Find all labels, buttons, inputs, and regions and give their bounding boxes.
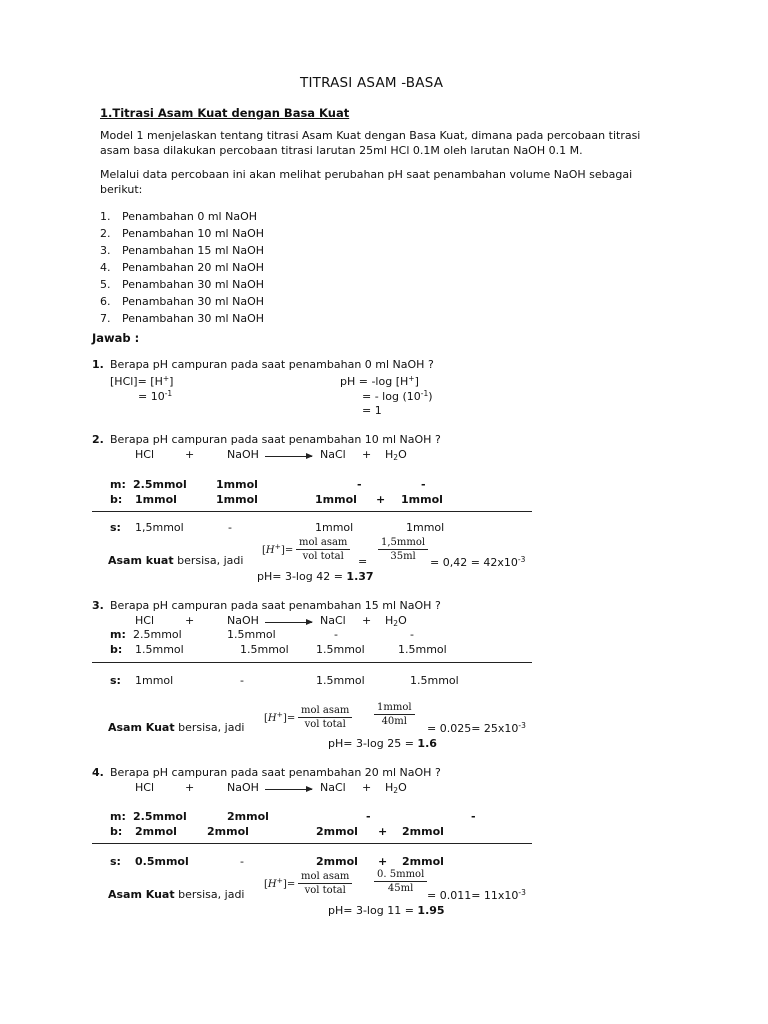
q4-eq-hcl: HCl — [135, 781, 155, 794]
reaction-arrow-icon — [265, 622, 312, 623]
q2-eq-nacl: NaCl — [320, 448, 346, 461]
q4-eq-plus: + — [362, 781, 372, 794]
q2-number: 2. — [92, 433, 104, 446]
q2-s-hcl: 1,5mmol — [135, 521, 184, 534]
q2-eq-hcl: HCl — [135, 448, 155, 461]
q1-ph-line-3: = 1 — [362, 404, 382, 417]
q4-s-label: s: — [110, 855, 121, 868]
q3-eq-nacl: NaCl — [320, 614, 346, 627]
q4-s-plus: + — [378, 855, 388, 868]
q4-m-nacl: - — [366, 810, 371, 823]
q4-s-naoh: - — [240, 855, 244, 868]
list-item-number: 4. — [100, 261, 111, 274]
list-item: Penambahan 30 ml NaOH — [122, 278, 265, 291]
q4-divider — [92, 843, 532, 844]
list-item-number: 5. — [100, 278, 111, 291]
q3-eq-hcl: HCl — [135, 614, 155, 627]
q4-result: = $0.011= 11x10^{-3}$ — [427, 888, 526, 902]
q2-m-hcl: 2.5mmol — [133, 478, 187, 491]
q4-eq-water: $H_2O$ — [385, 781, 407, 795]
q4-fraction-formula: mol asam vol total — [298, 870, 352, 897]
q4-eq-plus: + — [185, 781, 195, 794]
q3-eq-water: $H_2O$ — [385, 614, 407, 628]
intro-line-1: Model 1 menjelaskan tentang titrasi Asam Kuat dengan Basa Kuat, dimana pada percobaan titrasi — [100, 129, 641, 142]
q4-h-plus: [H+]= — [264, 876, 296, 890]
q3-b-nacl: 1.5mmol — [316, 643, 365, 656]
q3-ph: pH= 3-log 25 = 1.6 — [328, 737, 437, 750]
q4-conclusion: Asam Kuat bersisa, jadi — [108, 888, 245, 901]
list-item: Penambahan 0 ml NaOH — [122, 210, 258, 223]
q2-eq-plus: + — [362, 448, 372, 461]
list-item: Penambahan 30 ml NaOH — [122, 312, 265, 325]
q1-number: 1. — [92, 358, 104, 371]
q3-s-naoh: - — [240, 674, 244, 687]
q3-m-label: m: — [110, 628, 126, 641]
jawab-heading: Jawab : — [92, 331, 140, 345]
q3-eq-plus: + — [185, 614, 195, 627]
q4-m-naoh: 2mmol — [227, 810, 269, 823]
q2-s-nacl: 1mmol — [315, 521, 354, 534]
q1-question: Berapa pH campuran pada saat penambahan 0 ml NaOH ? — [110, 358, 434, 371]
q4-eq-naoh: NaOH — [227, 781, 259, 794]
list-item: Penambahan 30 ml NaOH — [122, 295, 265, 308]
q3-number: 3. — [92, 599, 104, 612]
list-item-number: 1. — [100, 210, 111, 223]
q4-b-naoh: 2mmol — [207, 825, 249, 838]
reaction-arrow-icon — [265, 456, 312, 457]
q2-b-water: 1mmol — [401, 493, 443, 506]
q1-ph-line-1: pH = -log [H+] — [340, 374, 419, 388]
q4-b-label: b: — [110, 825, 123, 838]
q4-question: Berapa pH campuran pada saat penambahan 20 ml NaOH ? — [110, 766, 441, 779]
q4-m-label: m: — [110, 810, 126, 823]
q3-question: Berapa pH campuran pada saat penambahan 15 ml NaOH ? — [110, 599, 441, 612]
q2-b-hcl: 1mmol — [135, 493, 177, 506]
q3-fraction-formula: mol asam vol total — [298, 704, 352, 731]
q3-s-hcl: 1mmol — [135, 674, 174, 687]
q2-h-plus: [H+]= — [262, 542, 294, 556]
q2-m-label: m: — [110, 478, 126, 491]
intro-line-2: asam basa dilakukan percobaan titrasi larutan 25ml HCl 0.1M oleh larutan NaOH 0.1 M. — [100, 144, 583, 157]
q2-question: Berapa pH campuran pada saat penambahan 10 ml NaOH ? — [110, 433, 441, 446]
q2-m-naoh: 1mmol — [216, 478, 258, 491]
q3-fraction-values: 1mmol 40ml — [374, 701, 415, 728]
q2-fraction-formula: mol asam vol total — [296, 536, 350, 563]
q4-fraction-values: 0. 5mmol 45ml — [374, 868, 427, 895]
intro-line-4: berikut: — [100, 183, 143, 196]
q3-m-hcl: 2.5mmol — [133, 628, 182, 641]
q3-b-label: b: — [110, 643, 123, 656]
q3-result: = $0.025= 25x10^{-3}$ — [427, 721, 526, 735]
q3-eq-naoh: NaOH — [227, 614, 259, 627]
list-item-number: 6. — [100, 295, 111, 308]
list-item-number: 7. — [100, 312, 111, 325]
q2-b-label: b: — [110, 493, 123, 506]
q1-ph-line-2: = - $\log (10^{-1})$ — [362, 389, 433, 403]
list-item: Penambahan 15 ml NaOH — [122, 244, 265, 257]
q2-conclusion: Asam kuat bersisa, jadi — [108, 554, 244, 567]
list-item: Penambahan 20 ml NaOH — [122, 261, 265, 274]
q2-eq-water: $H_2O$ — [385, 448, 407, 462]
list-item-number: 3. — [100, 244, 111, 257]
q2-ph: pH= 3-log 42 = 1.37 — [257, 570, 374, 583]
q1-hcl-line: [HCl]= [H+] — [110, 374, 174, 388]
q3-s-water: 1.5mmol — [410, 674, 459, 687]
q3-s-nacl: 1.5mmol — [316, 674, 365, 687]
q4-s-hcl: 0.5mmol — [135, 855, 189, 868]
q4-ph: pH= 3-log 11 = 1.95 — [328, 904, 445, 917]
q4-s-nacl: 2mmol — [316, 855, 358, 868]
q2-eq-plus: + — [185, 448, 195, 461]
q3-s-label: s: — [110, 674, 121, 687]
q3-conclusion: Asam Kuat bersisa, jadi — [108, 721, 245, 734]
q3-b-hcl: 1.5mmol — [135, 643, 184, 656]
q2-eq-naoh: NaOH — [227, 448, 259, 461]
q4-b-water: 2mmol — [402, 825, 444, 838]
q2-m-nacl: - — [357, 478, 362, 491]
list-item-number: 2. — [100, 227, 111, 240]
q4-s-water: 2mmol — [402, 855, 444, 868]
q4-m-water: - — [471, 810, 476, 823]
q4-b-nacl: 2mmol — [316, 825, 358, 838]
q2-s-label: s: — [110, 521, 121, 534]
q4-number: 4. — [92, 766, 104, 779]
q2-b-nacl: 1mmol — [315, 493, 357, 506]
list-item: Penambahan 10 ml NaOH — [122, 227, 265, 240]
q4-b-hcl: 2mmol — [135, 825, 177, 838]
intro-line-3: Melalui data percobaan ini akan melihat perubahan pH saat penambahan volume NaOH sebagai — [100, 168, 633, 181]
q2-b-naoh: 1mmol — [216, 493, 258, 506]
q2-s-water: 1mmol — [406, 521, 445, 534]
q3-m-water: - — [410, 628, 414, 641]
q4-m-hcl: 2.5mmol — [133, 810, 187, 823]
page-title: TITRASI ASAM -BASA — [300, 75, 444, 91]
q2-m-water: - — [421, 478, 426, 491]
section-heading: 1.Titrasi Asam Kuat dengan Basa Kuat — [100, 106, 350, 120]
q2-equals: = — [358, 555, 368, 568]
q3-h-plus: [H+]= — [264, 710, 296, 724]
q1-conc-line: = $10^{-1}$ — [138, 389, 173, 403]
q2-divider — [92, 511, 532, 512]
q4-b-plus: + — [378, 825, 388, 838]
q3-m-nacl: - — [334, 628, 338, 641]
q2-s-naoh: - — [228, 521, 232, 534]
q3-b-water: 1.5mmol — [398, 643, 447, 656]
reaction-arrow-icon — [265, 789, 312, 790]
q2-fraction-values: 1,5mmol 35ml — [378, 536, 428, 563]
q3-eq-plus: + — [362, 614, 372, 627]
q2-result: = $0,42 = 42x10^{-3}$ — [430, 555, 526, 569]
q4-eq-nacl: NaCl — [320, 781, 346, 794]
q2-b-plus: + — [376, 493, 386, 506]
q3-divider — [92, 662, 532, 663]
q3-m-naoh: 1.5mmol — [227, 628, 276, 641]
q3-b-naoh: 1.5mmol — [240, 643, 289, 656]
